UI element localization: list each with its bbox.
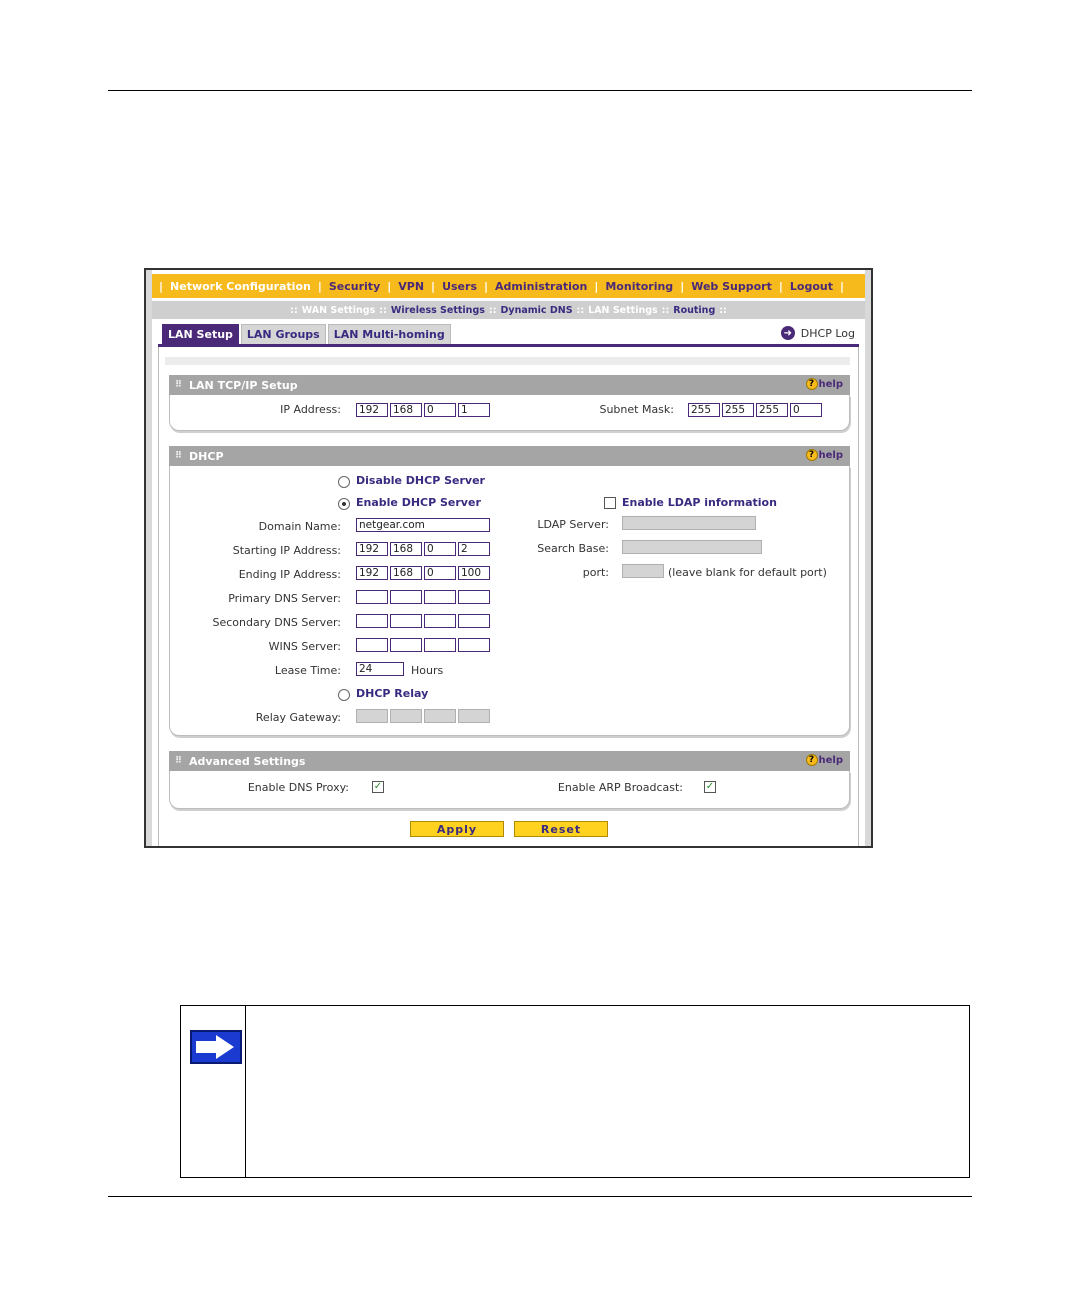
- dns-proxy-checkbox[interactable]: ✓: [373, 781, 383, 792]
- reset-button[interactable]: Reset: [514, 821, 608, 837]
- help-icon: ?: [806, 754, 818, 766]
- relay-gateway-label: Relay Gateway:: [255, 711, 341, 724]
- dhcp-relay-label: DHCP Relay: [356, 687, 429, 700]
- relay-gw-octet-2[interactable]: [390, 709, 422, 723]
- mask-octet-2[interactable]: 255: [722, 403, 754, 417]
- wins-octet-2[interactable]: [390, 638, 422, 652]
- help-link[interactable]: [806, 378, 844, 390]
- pdns-octet-4[interactable]: [458, 590, 490, 604]
- lan-tcpip-header: [169, 375, 850, 395]
- mask-octet-1[interactable]: 255: [688, 403, 720, 417]
- domain-name-label: Domain Name:: [258, 520, 341, 533]
- grip-icon: ⠿: [175, 756, 182, 766]
- ldap-server-label: LDAP Server:: [537, 518, 609, 531]
- ldap-enable-label: Enable LDAP information: [622, 496, 777, 509]
- search-base-label: Search Base:: [537, 542, 609, 555]
- nav-administration[interactable]: Administration: [495, 279, 588, 293]
- starting-ip-label: Starting IP Address:: [232, 544, 341, 557]
- primary-dns-label: Primary DNS Server:: [228, 592, 341, 605]
- search-base-input[interactable]: [622, 540, 762, 554]
- advanced-body: [169, 771, 850, 809]
- secondary-dns-label: Secondary DNS Server:: [212, 616, 341, 629]
- dhcp-log-label: DHCP Log: [800, 326, 855, 340]
- relay-gw-octet-4[interactable]: [458, 709, 490, 723]
- dhcp-log-link[interactable]: [781, 326, 855, 340]
- end-ip-octet-3[interactable]: 0: [424, 566, 456, 580]
- end-ip-octet-2[interactable]: 168: [390, 566, 422, 580]
- nav-monitoring[interactable]: Monitoring: [605, 279, 674, 293]
- ip-octet-3[interactable]: 0: [424, 403, 456, 417]
- port-label: port:: [582, 566, 609, 579]
- start-ip-octet-3[interactable]: 0: [424, 542, 456, 556]
- arrow-right-circle-icon: ➜: [781, 326, 795, 340]
- top-rule: [108, 90, 972, 91]
- nav-web-support[interactable]: Web Support: [691, 279, 772, 293]
- router-screenshot: [144, 268, 873, 848]
- tab-bar: [162, 324, 453, 344]
- domain-name-input[interactable]: netgear.com: [356, 518, 490, 532]
- pdns-octet-1[interactable]: [356, 590, 388, 604]
- dns-proxy-label: Enable DNS Proxy:: [247, 781, 349, 794]
- dhcp-header: [169, 446, 850, 466]
- nav-users[interactable]: Users: [442, 279, 477, 293]
- ip-octet-2[interactable]: 168: [390, 403, 422, 417]
- start-ip-octet-4[interactable]: 2: [458, 542, 490, 556]
- note-divider: [245, 1006, 246, 1177]
- grip-icon: ⠿: [175, 451, 182, 461]
- help-label: help: [818, 754, 843, 766]
- wins-octet-4[interactable]: [458, 638, 490, 652]
- subnav-routing[interactable]: Routing: [673, 304, 716, 316]
- dhcp-title: DHCP: [189, 449, 224, 463]
- tab-lan-setup[interactable]: LAN Setup: [162, 324, 239, 344]
- main-nav: | Network Configuration | Security | VPN | Users | Administration | Monitoring | Web Support | Logout |: [152, 274, 865, 298]
- lease-unit-label: Hours: [411, 664, 444, 677]
- arp-broadcast-label: Enable ARP Broadcast:: [557, 781, 683, 794]
- nav-logout[interactable]: Logout: [789, 279, 833, 293]
- nav-network-configuration[interactable]: Network Configuration: [170, 279, 311, 293]
- subnav-dynamic-dns[interactable]: Dynamic DNS: [500, 304, 573, 316]
- wins-octet-3[interactable]: [424, 638, 456, 652]
- advanced-title: Advanced Settings: [189, 754, 306, 768]
- port-input[interactable]: [622, 564, 664, 578]
- advanced-header: [169, 751, 850, 771]
- help-label: help: [818, 449, 843, 461]
- enable-dhcp-label: Enable DHCP Server: [356, 496, 481, 509]
- lease-time-input[interactable]: 24: [356, 662, 404, 676]
- disable-dhcp-label: Disable DHCP Server: [356, 474, 485, 487]
- grip-icon: ⠿: [175, 380, 182, 390]
- ip-address-label: IP Address:: [280, 403, 341, 416]
- ending-ip-label: Ending IP Address:: [238, 568, 341, 581]
- subnav-wireless-settings[interactable]: Wireless Settings: [390, 304, 485, 316]
- help-label: help: [818, 378, 843, 390]
- subnet-mask-label: Subnet Mask:: [599, 403, 674, 416]
- enable-dhcp-radio[interactable]: [338, 498, 350, 510]
- help-icon: ?: [806, 449, 818, 461]
- help-link[interactable]: [806, 754, 844, 766]
- sdns-octet-3[interactable]: [424, 614, 456, 628]
- dhcp-body: [169, 466, 850, 736]
- lan-tcpip-body: [169, 395, 850, 431]
- ip-octet-4[interactable]: 1: [458, 403, 490, 417]
- ip-octet-1[interactable]: 192: [356, 403, 388, 417]
- ldap-server-input[interactable]: [622, 516, 756, 530]
- sdns-octet-1[interactable]: [356, 614, 388, 628]
- mask-octet-3[interactable]: 255: [756, 403, 788, 417]
- nav-security[interactable]: Security: [328, 279, 381, 293]
- spacer-bar: [165, 357, 850, 365]
- pdns-octet-3[interactable]: [424, 590, 456, 604]
- nav-vpn[interactable]: VPN: [398, 279, 425, 293]
- lan-tcpip-title: LAN TCP/IP Setup: [189, 378, 298, 392]
- sdns-octet-4[interactable]: [458, 614, 490, 628]
- relay-gw-octet-1[interactable]: [356, 709, 388, 723]
- subnav-lan-settings[interactable]: LAN Settings: [588, 304, 658, 316]
- dhcp-relay-radio[interactable]: [338, 689, 350, 701]
- mask-octet-4[interactable]: 0: [790, 403, 822, 417]
- help-icon: ?: [806, 378, 818, 390]
- tab-lan-groups[interactable]: LAN Groups: [241, 324, 326, 344]
- sdns-octet-2[interactable]: [390, 614, 422, 628]
- wins-server-label: WINS Server:: [268, 640, 341, 653]
- start-ip-octet-2[interactable]: 168: [390, 542, 422, 556]
- apply-button[interactable]: Apply: [410, 821, 504, 837]
- relay-gw-octet-3[interactable]: [424, 709, 456, 723]
- arp-broadcast-checkbox[interactable]: ✓: [705, 781, 715, 792]
- right-arrow-icon: [190, 1030, 242, 1064]
- bottom-rule: [108, 1196, 972, 1197]
- tab-lan-multi-homing[interactable]: LAN Multi-homing: [328, 324, 451, 344]
- note-box: [180, 1005, 970, 1178]
- subnav-wan-settings[interactable]: WAN Settings: [301, 304, 376, 316]
- lease-time-label: Lease Time:: [274, 664, 341, 677]
- disable-dhcp-radio[interactable]: [338, 476, 350, 488]
- end-ip-octet-1[interactable]: 192: [356, 566, 388, 580]
- ldap-enable-checkbox[interactable]: [604, 497, 616, 509]
- content-panel: [158, 347, 859, 846]
- start-ip-octet-1[interactable]: 192: [356, 542, 388, 556]
- sub-nav: :: WAN Settings :: Wireless Settings :: Dynamic DNS :: LAN Settings :: Routing ::: [152, 301, 865, 319]
- port-hint: (leave blank for default port): [668, 566, 827, 579]
- wins-octet-1[interactable]: [356, 638, 388, 652]
- end-ip-octet-4[interactable]: 100: [458, 566, 490, 580]
- help-link[interactable]: [806, 449, 844, 461]
- pdns-octet-2[interactable]: [390, 590, 422, 604]
